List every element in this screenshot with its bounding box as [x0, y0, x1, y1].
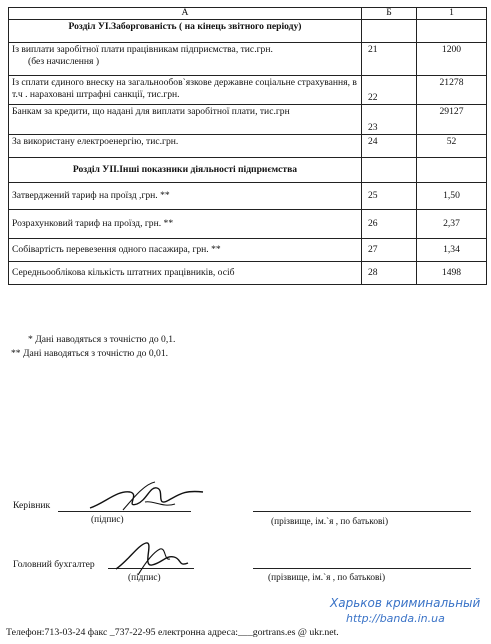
table-row	[9, 76, 487, 105]
accountant-sign-caption: (підпис)	[128, 573, 161, 583]
row-27-label: Собівартість перевезення одного пасажира, грн. **	[9, 239, 362, 262]
section-7-title: Розділ УІІ.Інші показники діяльності підприємства	[9, 158, 362, 183]
row-21-value: 1200	[417, 43, 487, 76]
head-sign-caption: (підпис)	[91, 515, 124, 525]
row-26-label: Розрахунковий тариф на проїзд, грн. **	[9, 210, 362, 239]
footer-contact: Телефон:713-03-24 факс _737-22-95 електронна адреса:___gortrans.es @ ukr.net.	[6, 627, 339, 638]
footnote-one: * Дані наводяться з точністю до 0,1.	[28, 334, 176, 345]
row-22-label: Із сплати єдиного внеску на загальнообов`язкове державне соціальне страхування, в т.ч . нараховані штрафні санкції, тис.грн.	[9, 76, 362, 105]
row-21-code: 21	[362, 43, 417, 76]
head-label: Керівник	[13, 500, 51, 511]
row-23-label: Банкам за кредити, що надані для виплати заробітної плати, тис.грн	[9, 105, 362, 135]
row-24-label: За використану електроенергію, тис.грн.	[9, 135, 362, 158]
watermark-link[interactable]: http://banda.in.ua	[346, 612, 445, 625]
row-25-label: Затверджений тариф на проїзд ,грн. **	[9, 183, 362, 210]
row-26-code: 26	[362, 210, 417, 239]
row-21-label: Із виплати заробітної плати працівникам підприємства, тис.грн.	[12, 44, 273, 55]
section-7-row	[9, 158, 487, 183]
table-row	[9, 210, 487, 239]
watermark-title: Харьков криминальный	[330, 596, 481, 610]
table-row	[9, 43, 487, 76]
header-col-a: А	[9, 8, 362, 20]
row-27-value: 1,34	[417, 239, 487, 262]
footnote-two: ** Дані наводяться з точністю до 0,01.	[11, 348, 169, 359]
row-24-code: 24	[362, 135, 417, 158]
section-6-row	[9, 20, 487, 43]
head-name-line	[253, 511, 471, 512]
accountant-name-caption: (прізвище, ім.`я , по батькові)	[268, 573, 386, 583]
report-table	[8, 7, 487, 285]
table-row	[9, 105, 487, 135]
table-header-row	[9, 8, 487, 20]
accountant-name-line	[253, 568, 471, 569]
row-28-code: 28	[362, 262, 417, 285]
row-23-code: 23	[362, 105, 417, 135]
section-6-title: Розділ УІ.Заборгованість ( на кінець звітного періоду)	[9, 20, 362, 43]
row-label	[9, 43, 362, 76]
header-col-b: Б	[362, 8, 417, 20]
accountant-label: Головний бухгалтер	[13, 559, 95, 570]
row-25-code: 25	[362, 183, 417, 210]
table-row	[9, 135, 487, 158]
header-col-1: 1	[417, 8, 487, 20]
row-23-value: 29127	[417, 105, 487, 135]
head-name-caption: (прізвище, ім.`я , по батькові)	[271, 517, 389, 527]
table-row	[9, 239, 487, 262]
row-24-value: 52	[417, 135, 487, 158]
row-27-code: 27	[362, 239, 417, 262]
head-signature-scribble	[85, 478, 210, 518]
table-row	[9, 262, 487, 285]
row-28-value: 1498	[417, 262, 487, 285]
table-row	[9, 183, 487, 210]
row-22-code: 22	[362, 76, 417, 105]
row-28-label: Середньооблікова кількість штатних працівників, осіб	[9, 262, 362, 285]
row-25-value: 1,50	[417, 183, 487, 210]
row-26-value: 2,37	[417, 210, 487, 239]
row-22-value: 21278	[417, 76, 487, 105]
row-21-sublabel: (без начислення )	[28, 55, 100, 67]
